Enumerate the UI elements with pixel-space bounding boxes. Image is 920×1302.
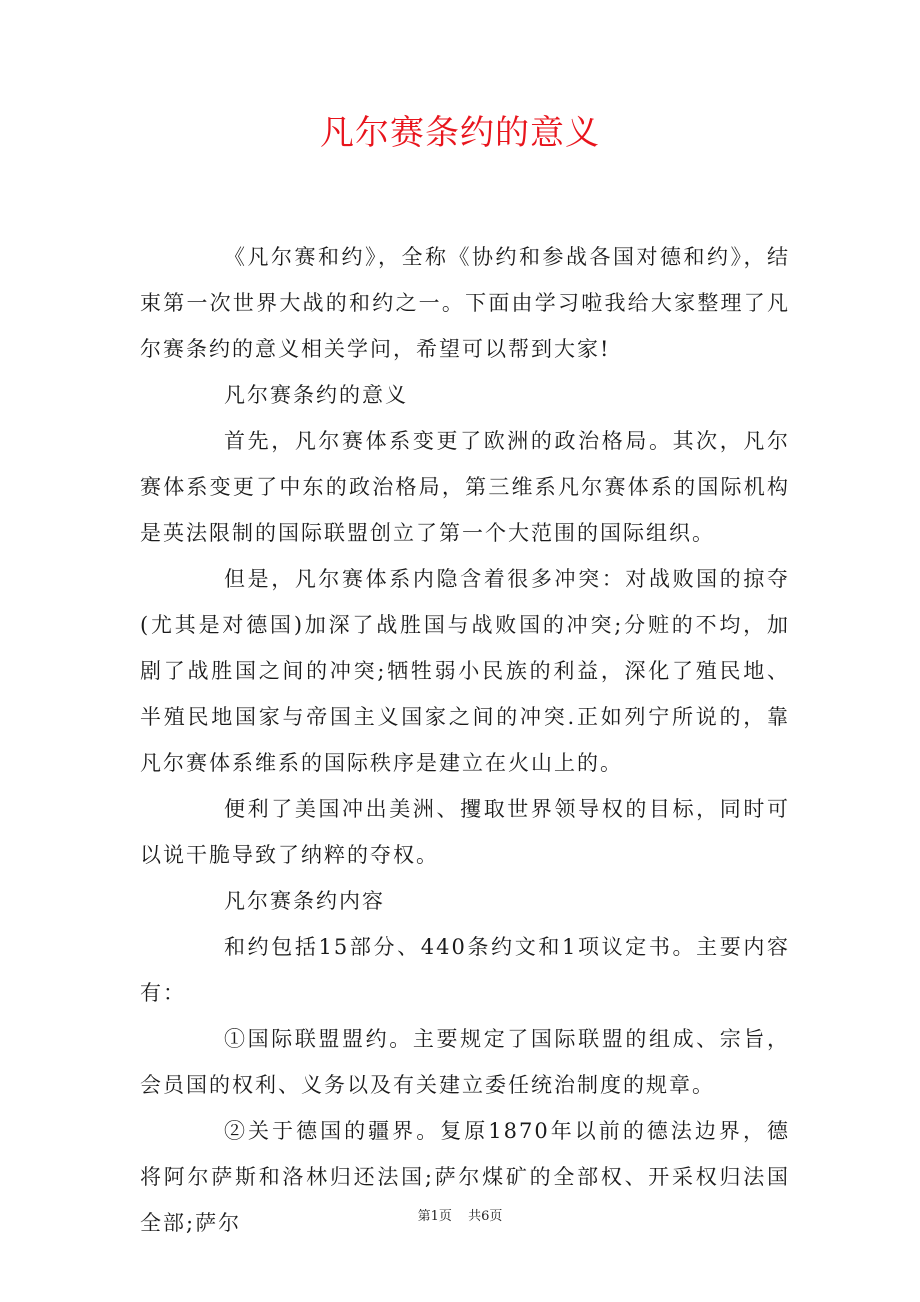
page-total: 共6页	[468, 1209, 503, 1224]
paragraph: 首先，凡尔赛体系变更了欧洲的政治格局。其次，凡尔赛体系变更了中东的政治格局，第三维系凡尔赛体系的国际机构是英法限制的国际联盟创立了第一个大范围的国际组织。	[140, 429, 790, 545]
paragraph: 便利了美国冲出美洲、攫取世界领导权的目标，同时可以说干脆导致了纳粹的夺权。	[140, 797, 790, 867]
list-item: ①国际联盟盟约。主要规定了国际联盟的组成、宗旨，会员国的权利、义务以及有关建立委任统治制度的规章。	[140, 1027, 790, 1097]
document-title: 凡尔赛条约的意义	[320, 113, 600, 153]
paragraph-intro: 《凡尔赛和约》，全称《协约和参战各国对德和约》，结束第一次世界大战的和约之一。下面由学习啦我给大家整理了凡尔赛条约的意义相关学问，希望可以帮到大家!	[140, 245, 790, 361]
document-body	[140, 234, 790, 1246]
section-heading-significance: 凡尔赛条约的意义	[224, 383, 408, 407]
section-heading-content: 凡尔赛条约内容	[224, 889, 385, 913]
paragraph: 但是，凡尔赛体系内隐含着很多冲突：对战败国的掠夺(尤其是对德国)加深了战胜国与战败国的冲突;分赃的不均，加剧了战胜国之间的冲突;牺牲弱小民族的利益，深化了殖民地、半殖民地国家与帝国主义国家之间的冲突.正如列宁所说的，靠凡尔赛体系维系的国际秩序是建立在火山上的。	[140, 567, 790, 775]
list-item: ②关于德国的疆界。复原1870年以前的德法边界，德将阿尔萨斯和洛林归还法国;萨尔煤矿的全部权、开采权归法国全部;萨尔	[140, 1119, 790, 1235]
paragraph: 和约包括15部分、440条约文和1项议定书。主要内容有：	[140, 935, 790, 1005]
page-footer	[0, 1207, 920, 1227]
page-number: 第1页	[417, 1209, 452, 1224]
